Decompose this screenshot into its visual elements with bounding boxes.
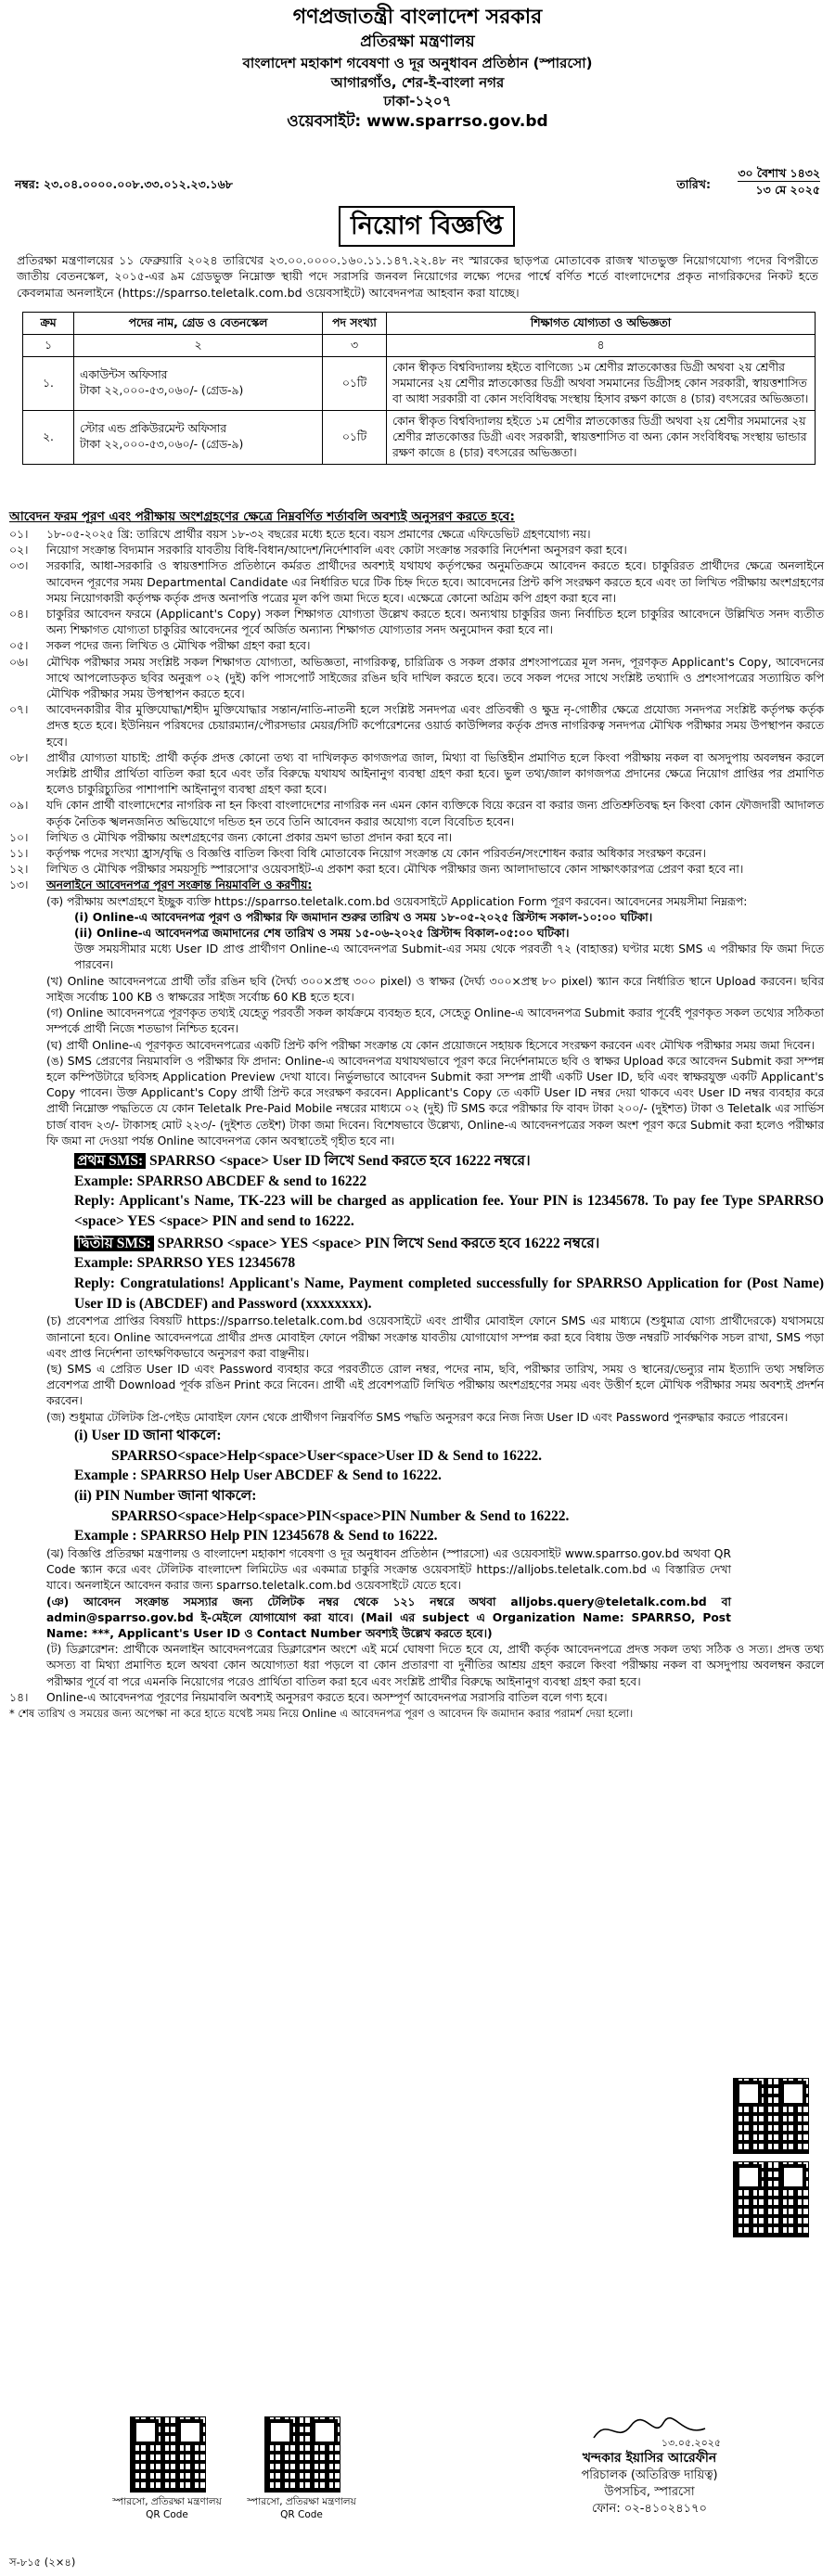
ministry-name: প্রতিরক্ষা মন্ত্রণালয় (360, 32, 475, 52)
row-qualification: কোন স্বীকৃত বিশ্ববিদ্যালয় হইতে বাণিজ্যে ১ম শ্রেণীর স্নাতকোত্তর ডিগ্রী অথবা ২য় শ্রেণীর সমমানের ২য় শ্রেণীর স্নাতকোত্তর ডিগ্রী অথবা সমমানের ডিগ্রীসহ কোন সরকারী, স্বায়ত্তশাসিত বা আধা সরকারী বা কোন সংবিধিবদ্ধ সংস্থায় হিসাব রক্ষণ কাজে ৪ (চার) বৎসরের অভিজ্ঞতা। (387, 356, 816, 410)
list-item (9, 846, 824, 862)
row-post (74, 410, 323, 464)
post-name: একাউন্টস অফিসার (80, 368, 168, 382)
rule-h: (জ) শুধুমাত্র টেলিটক প্রি-পেইড মোবাইল ফোন থেকে প্রার্থীগণ নিম্নবর্ণিত SMS পদ্ধতি অনুসরণ করে নিজ নিজ User ID এবং Password পুনরুদ্ধার করতে পারবেন। (46, 1410, 789, 1424)
item-text: যদি কোন প্রার্থী বাংলাদেশের নাগরিক না হন কিংবা বাংলাদেশের নাগরিক নন এমন কোন ব্যক্তিকে বিয়ে করেন বা করার জন্য প্রতিশ্রুতিবদ্ধ হন কিংবা কোন ফৌজদারী আদালত কর্তৃক নৈতিক স্খলনজনিত অভিযোগে দন্ডিত হন তবে তিনি আবেদন করার অযোগ্য বলে বিবেচিত হবেন। (46, 799, 824, 828)
sms2-example: Example: SPARRSO YES 12345678 (74, 1255, 296, 1272)
memo-number: নম্বর: ২৩.০৪.০০০০.০০৮.৩৩.০১২.২৩.১৬৮ (15, 177, 233, 191)
list-item (9, 527, 824, 543)
signature-date: ১৩.০৫.২০২৫ (661, 2437, 722, 2449)
table-number-row (23, 334, 816, 356)
rule-k: (ট) ডিক্লারেশন: প্রার্থীকে অনলাইন আবেদনপত্রের ডিক্লারেশন অংশে এই মর্মে ঘোষণা দিতে হবে যে, প্রার্থী কর্তৃক আবেদনপত্রে প্রদত্ত সকল তথ্য সঠিক ও সত্য। প্রদত্ত তথ্য অসত্য বা মিথ্যা প্রমাণিত হলে অথবা কোন অযোগ্যতা ধরা পড়লে বা কোন প্রতারণা বা দুর্নীতির আশ্রয় গ্রহণ করলে কিংবা পরীক্ষায় নকল বা অসদুপায় অবলম্বন করলে পরীক্ষার পূর্বে বা পরে এমনকি নিয়োগের পরেও প্রার্থিতা বাতিল করা হবে এবং সংশ্লিষ্ট প্রার্থীর বিরুদ্ধে আইনানুগ ব্যবস্থা গ্রহণ করা হবে। (46, 1643, 824, 1688)
agency-city: ঢাকা-১২০৭ (383, 93, 452, 110)
col-header: ক্রম (23, 313, 74, 335)
list-item (9, 558, 824, 607)
sms-block-2 (46, 1234, 824, 1314)
list-item (9, 543, 824, 558)
date-english: ১৩ মে ২০২৫ (755, 183, 820, 198)
item-text: Online-এ আবেদনপত্র পূরণের নিয়মাবলি অবশ্যই অনুসরণ করতে হবে। অসম্পূর্ণ আবেদনপত্র সরাসরি বাতিল বলে গণ্য হবে। (46, 1690, 608, 1704)
row-count: ০১টি (323, 356, 387, 410)
item-text: কর্তৃপক্ষ পদের সংখ্যা হ্রাস/বৃদ্ধি ও বিজ্ঞপ্তি বাতিল কিংবা বিধি মোতাবেক নিয়োগ সংক্রান্ত যে কোন পরিবর্তন/সংশোধন করার অধিকার সংরক্ষণ করেন। (46, 847, 706, 861)
date-label: তারিখ: (676, 177, 711, 191)
col-number: ২ (74, 334, 323, 356)
list-item (9, 607, 824, 638)
list-item (9, 638, 824, 654)
conditions-list (9, 527, 824, 1721)
list-item (9, 1690, 824, 1706)
row-qualification: কোন স্বীকৃত বিশ্ববিদ্যালয় হইতে ১ম শ্রেণীর স্নাতকোত্তর ডিগ্রী অথবা ২য় শ্রেণীর সমমানের ২য় শ্রেণীর স্নাতকোত্তর ডিগ্রী এবং সরকারী, স্বায়ত্তশাসিত বা অন্য কোন সংবিধিবদ্ধ সংস্থায় ভান্ডার রক্ষণ কাজে ৪ (চার) বৎসরের অভিজ্ঞতা। (387, 410, 816, 464)
item-text: আবেদনকারীর বীর মুক্তিযোদ্ধা/শহীদ মুক্তিযোদ্ধার সন্তান/নাতি-নাতনী হলে সংশ্লিষ্ট সনদপত্র এবং প্রতিবন্ধী ও ক্ষুদ্র নৃ-গোষ্ঠীর ক্ষেত্রে প্রযোজ্য সনদপত্র সংশ্লিষ্ট কর্তৃপক্ষ কর্তৃক প্রদত্ত হতে হবে। ইউনিয়ন পরিষদের চেয়ারম্যান/পৌরসভার মেয়র/সিটি কর্পোরেশনের ওয়ার্ড কাউন্সিলর কর্তৃক প্রদত্ত নাগরিকত্ব সনদপত্র মৌখিক পরীক্ষার সময় উপস্থাপন করতে হবে। (46, 703, 824, 749)
sms2-text: SPARRSO <space> YES <space> PIN লিখে Send করতে হবে 16222 নম্বরে। (157, 1235, 600, 1251)
item-text: লিখিত ও মৌখিক পরীক্ষায় অংশগ্রহণের জন্য কোনো প্রকার ভ্রমণ ভাতা প্রদান করা হবে না। (46, 830, 453, 844)
qr-caption-right: স্পারসো, প্রতিরক্ষা মন্ত্রণালয় QR Code (247, 2496, 356, 2521)
recovery-pin-label: (ii) PIN Number জানা থাকলে: (74, 1487, 257, 1504)
item-text: প্রার্থীর যোগ্যতা যাচাই: প্রার্থী কর্তৃক প্রদত্ত কোনো তথ্য বা দাখিলকৃত কাগজপত্র জাল, মিথ্যা বা ভিত্তিহীন প্রমাণিত হলে কিংবা পরীক্ষায় নকল বা অসদুপায় অবলম্বন করলে সংশ্লিষ্ট প্রার্থীর প্রার্থিতা বাতিল করা হবে এবং তাঁর বিরুদ্ধে যথাযথ আইনানুগ ব্যবস্থা গ্রহণ করা হবে। ভুল তথ্য/জাল কাগজপত্র প্রদানের ক্ষেত্রে নিয়োগ প্রাপ্তির পর প্রমাণিত হলেও চাকুরিচ্যুতির পাশাপাশি আইনানুগ ব্যবস্থা গ্রহণ করা হবে। (46, 750, 824, 797)
post-name: স্টোর এন্ড প্রকিউরমেন্ট অফিসার (80, 422, 227, 436)
item-number: ১২। (9, 863, 29, 877)
item-number: ০৬। (9, 655, 29, 669)
sms2-label: দ্বিতীয় SMS: (74, 1236, 154, 1251)
item-text: চাকুরির আবেদন ফরমে (Applicant's Copy) সকল শিক্ষাগত যোগ্যতা উল্লেখ করতে হবে। অন্যথায় চাকুরির জন্য নির্বাচিত হলে চাকুরির আবেদনে উল্লিখিত সনদ ব্যতীত অন্য শিক্ষাগত যোগ্যতা চাকুরির আবেদনের পূর্বে অর্জিত অন্যান্য শিক্ষাগত যোগ্যতার সনদ অনুমোদন করা হবে না। (46, 608, 824, 637)
rule-b: (খ) Online আবেদনপত্রে প্রার্থী তাঁর রঙিন ছবি (দৈর্ঘ্য ৩০০×প্রস্থ ৩০০ pixel) ও স্বাক্ষর (দৈর্ঘ্য ৩০০×প্রস্থ ৮০ pixel) স্ক্যান করে নির্ধারিত স্থানে Upload করবেন। ছবির সাইজ সর্বোচ্চ 100 KB ও স্বাক্ষরের সাইজ সর্বোচ্চ 60 KB হতে হবে। (46, 974, 824, 1004)
recovery-userid-example: Example : SPARRSO Help User ABCDEF & Send to 16222. (74, 1467, 442, 1484)
govt-name: গণপ্রজাতন্ত্রী বাংলাদেশ সরকার (292, 6, 543, 29)
table-header-row (23, 313, 816, 335)
item-number: ০২। (9, 544, 29, 557)
rule-f: (চ) প্রবেশপত্র প্রাপ্তির বিষয়টি https://sparrso.teletalk.com.bd ওয়েবসাইটে এবং প্রার্থীর মোবাইল ফোনে SMS এর মাধ্যমে (শুধুমাত্র যোগ্য প্রার্থীদেরকে) যথাসময়ে জানানো হবে। Online আবেদনপত্রে প্রার্থীর প্রদত্ত মোবাইল ফোনে পরীক্ষা সংক্রান্ত যাবতীয় যোগাযোগ সম্পন্ন করা হবে বিধায় উক্ত নম্বরটি সার্বক্ষণিক সচল রাখা, SMS পড়া এবং প্রাপ্ত নির্দেশনা তাৎক্ষণিকভাবে অনুসরণ করা বাঞ্ছনীয়। (46, 1314, 824, 1360)
sms1-label: প্রথম SMS: (74, 1153, 146, 1169)
rule-a: (ক) পরীক্ষায় অংশগ্রহণে ইচ্ছুক ব্যক্তি https://sparrso.teletalk.com.bd ওয়েবসাইটে Application Form পূরণ করবেন। আবেদনের সময়সীমা নিম্নরূপ: (46, 894, 748, 908)
rule-c: (গ) Online আবেদনপত্রে পূরণকৃত তথ্যই যেহেতু পরবর্তী সকল কার্যক্রমে ব্যবহৃত হবে, সেহেতু Online-এ আবেদনপত্র Submit করার পূর্বেই পূরণকৃত সকল তথ্যের সঠিকতা সম্পর্কে প্রার্থী নিজে শতভাগ নিশ্চিত হবেন। (46, 1006, 824, 1036)
conditions-heading: আবেদন ফরম পূরণ এবং পরীক্ষায় অংশগ্রহণের ক্ষেত্রে নিম্নবর্ণিত শর্তাবলি অবশ্যই অনুসরণ করতে হবে: (9, 509, 515, 524)
col-header: পদের নাম, গ্রেড ও বেতনস্কেল (74, 313, 323, 335)
rule-g: (ছ) SMS এ প্রেরিত User ID এবং Password ব্যবহার করে পরবর্তীতে রোল নম্বর, পদের নাম, ছবি, পরীক্ষার তারিখ, সময় ও স্থানের/ভেন্যুর নাম ইত্যাদি তথ্য সম্বলিত প্রবেশপত্র প্রার্থী Download পূর্বক রঙিন Print করে নিবেন। প্রার্থী এই প্রবেশপত্রটি লিখিত পরীক্ষায় অংশগ্রহণের সময় এবং উত্তীর্ণ হলে মৌখিক পরীক্ষার সময় অবশ্যই প্রদর্শন করবেন। (46, 1363, 824, 1408)
signatory-title: পরিচালক (অতিরিক্ত দায়িত্ব) (581, 2468, 718, 2483)
online-section (9, 878, 824, 1689)
online-rules (46, 878, 824, 1689)
list-item (9, 798, 824, 829)
signature-block (552, 2412, 747, 2518)
qr-code-left[interactable] (130, 2416, 206, 2493)
item-number: ১৩। (9, 878, 29, 892)
item-number: ১৪। (9, 1690, 29, 1704)
item-number: ০৮। (9, 750, 29, 764)
post-scale: টাকা ২২,০০০-৫৩,০৬০/- (গ্রেড-৯) (80, 438, 244, 452)
row-count: ০১টি (323, 410, 387, 464)
recovery-pin-example: Example : SPARRSO Help PIN 12345678 & Send to 16222. (74, 1528, 438, 1544)
rule-i: (ঝ) বিজ্ঞপ্তি প্রতিরক্ষা মন্ত্রণালয় ও বাংলাদেশ মহাকাশ গবেষণা ও দূর অনুধাবন প্রতিষ্ঠান (স্পারসো) এর ওয়েবসাইট www.sparrso.gov.bd অথবা QR Code স্ক্যান করে এবং টেলিটক বাংলাদেশ লিমিটেড এর একমাত্র চাকুরি সংক্রান্ত ওয়েবসাইট https://alljobs.teletalk.com.bd এ বিস্তারিত দেখা যাবে। অনলাইনে আবেদন করার জন্য sparrso.teletalk.com.bd ওয়েবসাইটে যেতে হবে। (46, 1546, 731, 1593)
sms1-text: SPARRSO <space> User ID লিখে Send করতে হবে 16222 নম্বরে। (149, 1152, 531, 1169)
agency-address: আগারগাঁও, শের-ই-বাংলা নগর (330, 73, 505, 91)
row-serial: ১. (23, 356, 74, 410)
list-item (9, 862, 824, 878)
agency-name: বাংলাদেশ মহাকাশ গবেষণা ও দূর অনুধাবন প্রতিষ্ঠান (স্পারসো) (242, 54, 593, 71)
item-text: নিয়োগ সংক্রান্ত বিদ্যমান সরকারি যাবতীয় বিধি-বিধান/আদেশ/নির্দেশাবলি এবং কোটা সংক্রান্ত সরকারি নির্দেশনা অনুসরণ করা হবে। (46, 544, 627, 557)
col-number: ১ (23, 334, 74, 356)
item-number: ০৪। (9, 608, 29, 622)
website-qr-code[interactable] (733, 2078, 809, 2154)
row-post (74, 356, 323, 410)
table-row (23, 410, 816, 464)
agency-website[interactable]: ওয়েবসাইট: www.sparrso.gov.bd (287, 111, 548, 131)
memo-date (738, 165, 820, 199)
list-item (9, 830, 824, 846)
item-text: মৌখিক পরীক্ষার সময় সংশ্লিষ্ট সকল শিক্ষাগত যোগ্যতা, অভিজ্ঞতা, নাগরিকত্ব, চারিত্রিক ও সকল প্রকার প্রশংসাপত্রের মূল সনদ, পূরণকৃত Applicant's Copy, আবেদনের সাথে আপলোডকৃত ছবির অনুরূপ ০২ (দুই) কপি পাসপোর্ট সাইজের রঙিন ছবি দাখিল করতে হবে। তবে সকল পদের সাথে সংশ্লিষ্ট তথ্যাদি ও প্রশংসাপত্রের সত্যায়িত কপি মৌখিক পরীক্ষার সময় উপস্থাপন করতে হবে। (46, 655, 824, 701)
rule-j: (ঞ) আবেদন সংক্রান্ত সমস্যার জন্য টেলিটক নম্বর থেকে ১২১ নম্বরে অথবা alljobs.query@teletalk.com.bd বা admin@sparrso.gov.bd ই-মেইলে যোগাযোগ করা যাবে। (Mail এর subject এ Organization Name: SPARRSO, Post Name: ***, Applicant's User ID ও Contact Number অবশ্যই উল্লেখ করতে হবে।) (46, 1595, 731, 1640)
online-heading: অনলাইনে আবেদনপত্র পূরণ সংক্রান্ত নিয়মাবলি ও করণীয়: (46, 878, 313, 892)
signatory-phone: ফোন: ০২-৪১০২৪১৭০ (592, 2502, 707, 2517)
item-text: সরকারি, আধা-সরকারি ও স্বায়ত্তশাসিত প্রতিষ্ঠানে কর্মরত প্রার্থীদের অবশ্যই যথাযথ কর্তৃপক্ষের অনুমতিক্রমে আবেদন করতে হবে। চাকুরিরত প্রার্থীদের ক্ষেত্রে অনলাইনে আবেদন পূরণের সময় Departmental Candidate এর নির্ধারিত ঘরে টিক চিহ্ন দিতে হবে। আবেদনের প্রিন্ট কপি সংরক্ষণ করতে হবে এবং তা লিখিত পরীক্ষায় অংশগ্রহণের সময় নিয়োগকারী কর্তৃপক্ষ কর্তৃক প্রদত্ত অনাপত্তি পত্রের মূল কপি জমা দিতে হবে। এক্ষেত্রে কোনো অগ্রিম কপি গ্রহণ করা হবে না। (46, 559, 824, 605)
memo-line (15, 165, 820, 208)
circular-title: নিয়োগ বিজ্ঞপ্তি (339, 206, 515, 247)
recovery-pin-syntax: SPARRSO<space>Help<space>PIN<space>PIN Number & Send to 16222. (111, 1507, 570, 1524)
sms2-reply: Reply: Congratulations! Applicant's Name, Payment completed successfully for SPARRSO Application for (Post Name) User ID is (ABCDEF) and Password (xxxxxxxx). (74, 1275, 824, 1312)
recovery-userid-label: (i) User ID জানা থাকলে: (74, 1427, 222, 1443)
item-number: ০৫। (9, 639, 29, 653)
signatory-name: খন্দকার ইয়াসির আরেফীন (582, 2451, 717, 2467)
qr-code-right[interactable] (264, 2416, 340, 2493)
signatory-office: উপসচিব, স্পারসো (604, 2485, 695, 2500)
qr-caption-left: স্পারসো, প্রতিরক্ষা মন্ত্রণালয় QR Code (112, 2496, 222, 2521)
item-number: ০৭। (9, 703, 29, 717)
intro-paragraph: প্রতিরক্ষা মন্ত্রণালয়ের ১১ ফেব্রুয়ারি ২০২৪ তারিখের ২৩.০০.০০০০.১৬০.১১.১৪৭.২২.৪৮ নং স্মারকের ছাড়পত্র মোতাবেক রাজস্ব খাতভুক্ত নিয়োগযোগ্য পদের বিপরীতে জাতীয় বেতনস্কেল, ২০১৫-এর ৯ম গ্রেডভুক্ত নিম্নোক্ত স্থায়ী পদে সরাসরি জনবল নিয়োগের লক্ষ্যে পদের পার্শ্বে বর্ণিত শর্তে বাংলাদেশের প্রকৃত নাগরিকদের নিকট হতে কেবলমাত্র অনলাইনে (https://sparrso.teletalk.com.bd ওয়েবসাইটে) আবেদনপত্র আহবান করা যাচ্ছে। (17, 253, 818, 300)
rule-a-start: (i) Online-এ আবেদনপত্র পূরণ ও পরীক্ষার ফি জমাদান শুরুর তারিখ ও সময় ১৮-০৫-২০২৫ খ্রিস্টাব্দ সকাল-১০:০০ ঘটিকা। (74, 910, 653, 924)
item-number: ১০। (9, 830, 29, 844)
item-text: সকল পদের জন্য লিখিত ও মৌখিক পরীক্ষা গ্রহণ করা হবে। (46, 639, 311, 653)
rule-a-end: (ii) Online-এ আবেদনপত্র জমাদানের শেষ তারিখ ও সময় ১৫-০৬-২০২৫ খ্রিস্টাব্দ বিকাল-০৫:০০ ঘটিকা। (74, 927, 570, 941)
footnote: * শেষ তারিখ ও সময়ের জন্য অপেক্ষা না করে হাতে যথেষ্ট সময় নিয়ে Online এ আবেদনপত্র পূরণ ও আবেদন ফি জমাদান করার পরামর্শ দেয়া হলো। (9, 1707, 634, 1720)
table-row (23, 356, 816, 410)
sms1-reply: Reply: Applicant's Name, TK-223 will be charged as application fee. Your PIN is 12345678. To pay fee Type SPARRSO <space> YES <space> PIN and send to 16222. (74, 1193, 824, 1229)
item-number: ১১। (9, 847, 29, 861)
recovery-steps (46, 1426, 824, 1546)
col-number: ৩ (323, 334, 387, 356)
item-text: ১৮-০৫-২০২৫ খ্রি: তারিখে প্রার্থীর বয়স ১৮-৩২ বছরের মধ্যে হতে হবে। বয়স প্রমাণের ক্ষেত্রে এফিডেভিট গ্রহণযোগ্য নয়। (46, 528, 591, 541)
rule-d: (ঘ) প্রার্থী Online-এ পূরণকৃত আবেদনপত্রের একটি প্রিন্ট কপি পরীক্ষা সংক্রান্ত যে কোন প্রয়োজনে সহায়ক হিসেবে সংরক্ষণ করবেন এবং মৌখিক পরীক্ষার সময় জমা দিবেন। (46, 1038, 815, 1052)
recovery-userid-syntax: SPARRSO<space>Help<space>User<space>User ID & Send to 16222. (111, 1447, 543, 1464)
col-header: পদ সংখ্যা (323, 313, 387, 335)
row-serial: ২. (23, 410, 74, 464)
letterhead (0, 4, 835, 133)
rule-a-note: উক্ত সময়সীমার মধ্যে User ID প্রাপ্ত প্রার্থীগণ Online-এ আবেদনপত্র Submit-এর সময় থেকে পরবর্তী ৭২ (বাহাত্তর) ঘণ্টার মধ্যে SMS এ পরীক্ষার ফি জমা দিতে পারবেন। (74, 942, 824, 972)
ad-number: স-৮১৫ (২×৪) (9, 2556, 76, 2569)
list-item (9, 750, 824, 799)
posts-table (22, 312, 816, 465)
item-text: লিখিত ও মৌখিক পরীক্ষার সময়সূচি স্পারসো'র ওয়েবসাইট-এ প্রকাশ করা হবে। মৌখিক পরীক্ষার জন্য আলাদাভাবে কোন সাক্ষাৎকারপত্র প্রেরণ করা হবে না। (46, 863, 744, 877)
list-item (9, 702, 824, 750)
col-header: শিক্ষাগত যোগ্যতা ও অভিজ্ঞতা (387, 313, 816, 335)
item-number: ০১। (9, 528, 29, 541)
item-number: ০৩। (9, 559, 29, 573)
rule-e: (ঙ) SMS প্রেরণের নিয়মাবলি ও পরীক্ষার ফি প্রদান: Online-এ আবেদনপত্র যথাযথভাবে পূরণ করে নির্দেশনামতে ছবি ও স্বাক্ষর Upload করে আবেদন Submit করা সম্পন্ন হলে কম্পিউটারে ছবিসহ Application Preview দেখা যাবে। নির্ভুলভাবে আবেদন Submit করা সম্পন্ন প্রার্থী একটি User ID, ছবি এবং স্বাক্ষরযুক্ত একটি Applicant's Copy পাবেন। উক্ত Applicant's Copy প্রার্থী প্রিন্ট করে সংরক্ষণ করবেন। Applicant's Copy তে একটি User ID নম্বর দেয়া থাকবে এবং User ID নম্বর ব্যবহার করে প্রার্থী নিম্নোক্ত পদ্ধতিতে যে কোন Teletalk Pre-Paid Mobile নম্বরের মাধ্যমে ০২ (দুই) টি SMS করে পরীক্ষার ফি বাবদ টাকা ২০০/- (দুইশত) টাকা ও Teletalk এর সার্ভিস চার্জ বাবদ ২৩/- টাকাসহ মোট ২২৩/- (দুইশত তেইশ) টাকা জমা দিবেন। বিশেষভাবে উল্লেখ্য, Online-এ আবেদনপত্রের সকল অংশ পূরণ করে Submit করা হলেও পরীক্ষার ফি জমা না দেওয়া পর্যন্ত Online আবেদনপত্র কোন অবস্থাতেই গৃহীত হবে না। (46, 1054, 824, 1147)
col-number: ৪ (387, 334, 816, 356)
post-scale: টাকা ২২,০০০-৫৩,০৬০/- (গ্রেড-৯) (80, 384, 244, 398)
sms-block-1 (46, 1151, 824, 1232)
sms1-example: Example: SPARRSO ABCDEF & send to 16222 (74, 1173, 367, 1189)
item-number: ০৯। (9, 799, 29, 813)
list-item (9, 655, 824, 703)
teletalk-qr-code[interactable] (733, 2161, 809, 2237)
date-bangla: ৩০ বৈশাখ ১৪৩২ (738, 165, 820, 182)
